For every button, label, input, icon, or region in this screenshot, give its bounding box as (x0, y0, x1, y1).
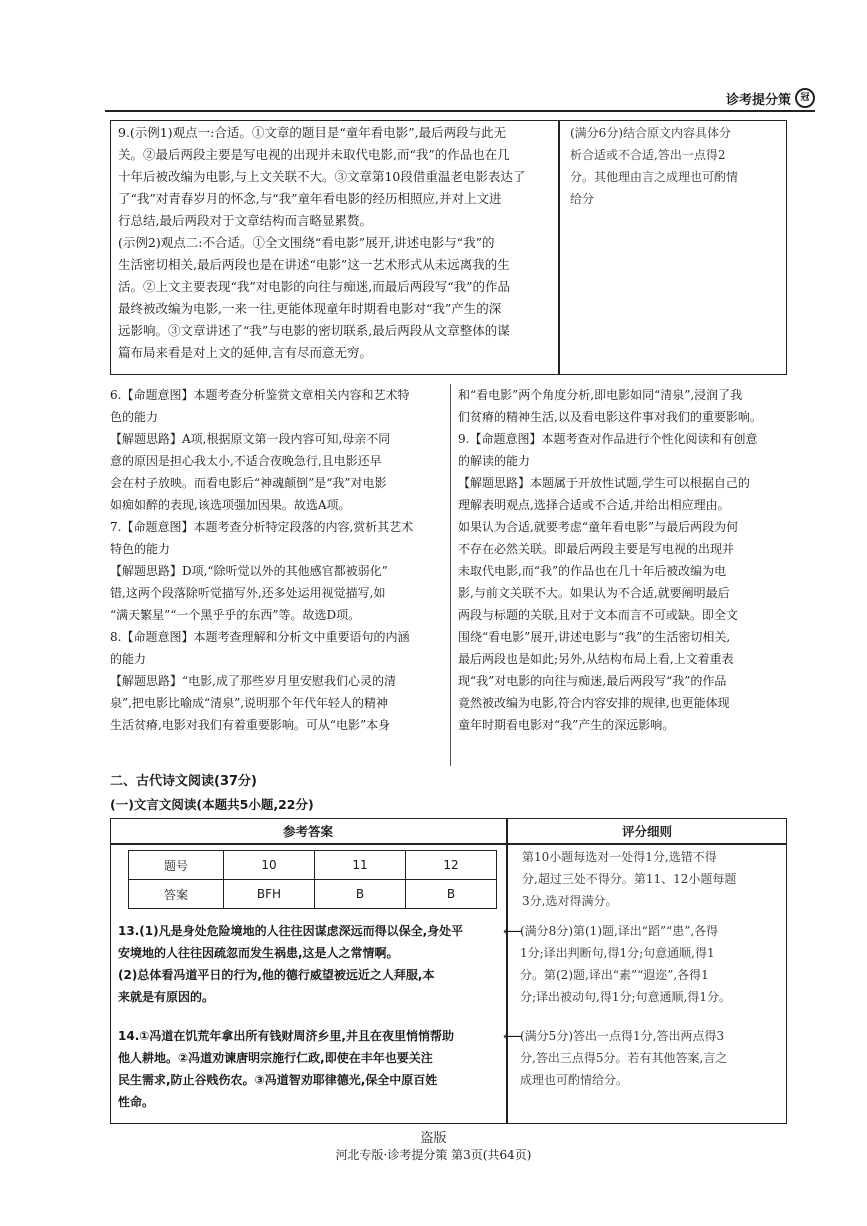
text-line: 篇布局来看是对上文的延伸,言有尽而意无穷。 (118, 345, 372, 360)
text-line: 围绕“看电影”展开,讲述电影与“我”的生活密切相关, (458, 630, 731, 644)
brand-header (726, 88, 815, 108)
text-line: (满分8分)第(1)题,译出“蹈”“患”,各得 (520, 924, 719, 938)
q9-answer-text (118, 122, 554, 364)
table-cell: B (406, 880, 497, 909)
text-line: 竟然被改编为电影,符合内容安排的规律,也更能体现 (458, 696, 730, 710)
text-line: 现“我”对电影的向往与痴迷,最后两段写“我”的作品 (458, 674, 727, 688)
watermark: 盗版 (420, 1131, 447, 1146)
text-line: (满分5分)答出一点得1分,答出两点得3 (520, 1029, 725, 1043)
text-line: 民生需求,防止谷贱伤农。③冯道智劝耶律德光,保全中原百姓 (118, 1073, 438, 1087)
text-line: 9.(示例1)观点一:合适。①文章的题目是“童年看电影”,最后两段与此无 (118, 125, 507, 140)
q9-grading-text (570, 122, 780, 210)
text-line: 的解读的能力 (458, 454, 531, 468)
text-line: 最后两段也是如此;另外,从结构布局上看,上文着重表 (458, 652, 734, 666)
text-line: 他人耕地。②冯道劝谏唐明宗施行仁政,即使在丰年也要关注 (118, 1051, 433, 1065)
text-line: 会在村子放映。而看电影后“神魂颠倒”是“我”对电影 (110, 476, 387, 490)
text-line: 色的能力 (110, 410, 159, 424)
table-cell: 答案 (129, 880, 224, 909)
text-line: 【解题思路】本题属于开放性试题,学生可以根据自己的 (458, 476, 750, 490)
text-line: 特色的能力 (110, 542, 171, 556)
arrow-left-icon: ⟵ (503, 1029, 524, 1045)
grading-column-header: 评分细则 (621, 824, 672, 839)
table-cell: 12 (406, 851, 497, 880)
text-line: 意的原因是担心我太小,不适合夜晚急行,且电影还早 (110, 454, 382, 468)
answer-table-header-row (129, 851, 497, 880)
arrow-left-icon: ⟵ (503, 924, 524, 940)
text-line: 和“看电影”两个角度分析,即电影如同“清泉”,浸润了我 (458, 388, 743, 402)
q9-box-divider (558, 120, 560, 375)
text-line: 9.【命题意图】本题考查对作品进行个性化阅读和有创意 (458, 432, 758, 446)
text-line: 6.【命题意图】本题考查分析鉴赏文章相关内容和艺术特 (110, 388, 410, 402)
text-line: 两段与标题的关联,且对于文本而言不可或缺。即全文 (458, 608, 738, 622)
text-line: 们贫瘠的精神生活,以及看电影这件事对我们的重要影响。 (458, 410, 762, 424)
header-rule (105, 110, 815, 112)
text-line: 分,超过三处不得分。第11、12小题每题 (522, 872, 737, 886)
grading-box-divider (506, 818, 508, 1124)
section-2-subtitle: (一)文言文阅读(本题共5小题,22分) (110, 797, 314, 812)
text-line: 童年时期看电影对“我”产生的深远影响。 (458, 718, 675, 732)
text-line: 【解题思路】“电影,成了那些岁月里安慰我们心灵的清 (110, 674, 396, 688)
right-column (458, 384, 788, 736)
table-cell: 题号 (129, 851, 224, 880)
text-line: 生活贫瘠,电影对我们有着重要影响。可从“电影”本身 (110, 718, 391, 732)
text-line: 给分 (570, 192, 595, 206)
column-divider (450, 384, 451, 766)
text-line: 【解题思路】A项,根据原文第一段内容可知,母亲不同 (110, 432, 391, 446)
table-cell: 11 (315, 851, 406, 880)
text-line: 不存在必然关联。即最后两段主要是写电视的出现并 (458, 542, 735, 556)
table-cell: B (315, 880, 406, 909)
text-line: 理解表明观点,选择合适或不合适,并给出相应理由。 (458, 498, 730, 512)
brand-logo-icon: 冠 (795, 88, 815, 108)
text-line: 分;译出被动句,得1分;句意通顺,得1分。 (520, 990, 731, 1004)
text-line: 来就是有原因的。 (118, 990, 215, 1004)
text-line: 分。其他理由言之成理也可酌情 (570, 170, 739, 184)
table-cell: BFH (224, 880, 315, 909)
text-line: 未取代电影,而“我”的作品也在几十年后被改编为电 (458, 564, 727, 578)
answer-table-row (129, 880, 497, 909)
q14-grading (520, 1025, 786, 1091)
section-2-title: 二、古代诗文阅读(37分) (110, 774, 257, 789)
text-line: 如痴如醉的表现,该选项强加因果。故选A项。 (110, 498, 351, 512)
text-line: 析合适或不合适,答出一点得2 (570, 148, 726, 162)
text-line: 生活密切相关,最后两段也是在讲述“电影”这一艺术形式从未远离我的生 (118, 257, 510, 272)
text-line: 14.①冯道在饥荒年拿出所有钱财周济乡里,并且在夜里悄悄帮助 (118, 1029, 454, 1043)
rule-10-12 (522, 846, 784, 912)
text-line: 最终被改编为电影,一来一往,更能体现童年时期看电影对“我”产生的深 (118, 301, 502, 316)
text-line: 关。②最后两段主要是写电视的出现并未取代电影,而“我”的作品也在几 (118, 147, 510, 162)
text-line: 远影响。③文章讲述了“我”与电影的密切联系,最后两段从文章整体的谋 (118, 323, 510, 338)
text-line: 错,这两个段落除听觉描写外,还多处运用视觉描写,如 (110, 586, 386, 600)
text-line: 3分,选对得满分。 (522, 894, 618, 908)
text-line: 影,与前文关联不大。如果认为不合适,就要阐明最后 (458, 586, 730, 600)
page-footer: 河北专版·诊考提分策 第3页(共64页) (335, 1148, 532, 1162)
brand-name: 诊考提分策 (725, 92, 791, 108)
text-line: 分。第(2)题,译出“素”“遐迩”,各得1 (520, 968, 709, 982)
text-line: 8.【命题意图】本题考查理解和分析文中重要语句的内涵 (110, 630, 410, 644)
text-line: (示例2)观点二:不合适。①全文围绕“看电影”展开,讲述电影与“我”的 (118, 235, 495, 250)
text-line: 泉”,把电影比喻成“清泉”,说明那个年代年轻人的精神 (110, 696, 389, 710)
left-column (110, 384, 440, 736)
text-line: 安境地的人往往因疏忽而发生祸患,这是人之常情啊。 (118, 946, 399, 960)
text-line: 13.(1)凡是身处危险境地的人往往因谋虑深远而得以保全,身处平 (118, 924, 464, 938)
text-line: 成理也可酌情给分。 (520, 1073, 629, 1087)
q14-answer (118, 1025, 498, 1113)
text-line: 行总结,最后两段对于文章结构而言略显累赘。 (118, 213, 372, 228)
text-line: 了“我”对青春岁月的怀念,与“我”童年看电影的经历相照应,并对上文进 (118, 191, 502, 206)
q13-answer (118, 920, 498, 1008)
text-line: 第10小题每选对一处得1分,选错不得 (522, 850, 717, 864)
text-line: 7.【命题意图】本题考查分析特定段落的内容,赏析其艺术 (110, 520, 414, 534)
text-line: 【解题思路】D项,“除听觉以外的其他感官都被弱化” (110, 564, 388, 578)
text-line: (满分6分)结合原文内容具体分 (570, 126, 731, 140)
text-line: 性命。 (118, 1095, 155, 1109)
grading-box-header-rule (110, 843, 787, 845)
answer-table (128, 850, 497, 909)
answer-column-header: 参考答案 (282, 824, 333, 839)
text-line: 分,答出三点得5分。若有其他答案,言之 (520, 1051, 728, 1065)
text-line: (2)总体看冯道平日的行为,他的德行威望被远近之人拜服,本 (118, 968, 435, 982)
text-line: 1分;译出判断句,得1分;句意通顺,得1 (520, 946, 715, 960)
q13-grading (520, 920, 786, 1008)
text-line: 如果认为合适,就要考虑“童年看电影”与最后两段为何 (458, 520, 739, 534)
text-line: 的能力 (110, 652, 147, 666)
text-line: “满天繁星”“一个黑乎乎的东西”等。故选D项。 (110, 608, 361, 622)
text-line: 活。②上文主要表现“我”对电影的向往与痴迷,而最后两段写“我”的作品 (118, 279, 511, 294)
table-cell: 10 (224, 851, 315, 880)
text-line: 十年后被改编为电影,与上文关联不大。③文章第10段借重温老电影表达了 (118, 169, 526, 184)
